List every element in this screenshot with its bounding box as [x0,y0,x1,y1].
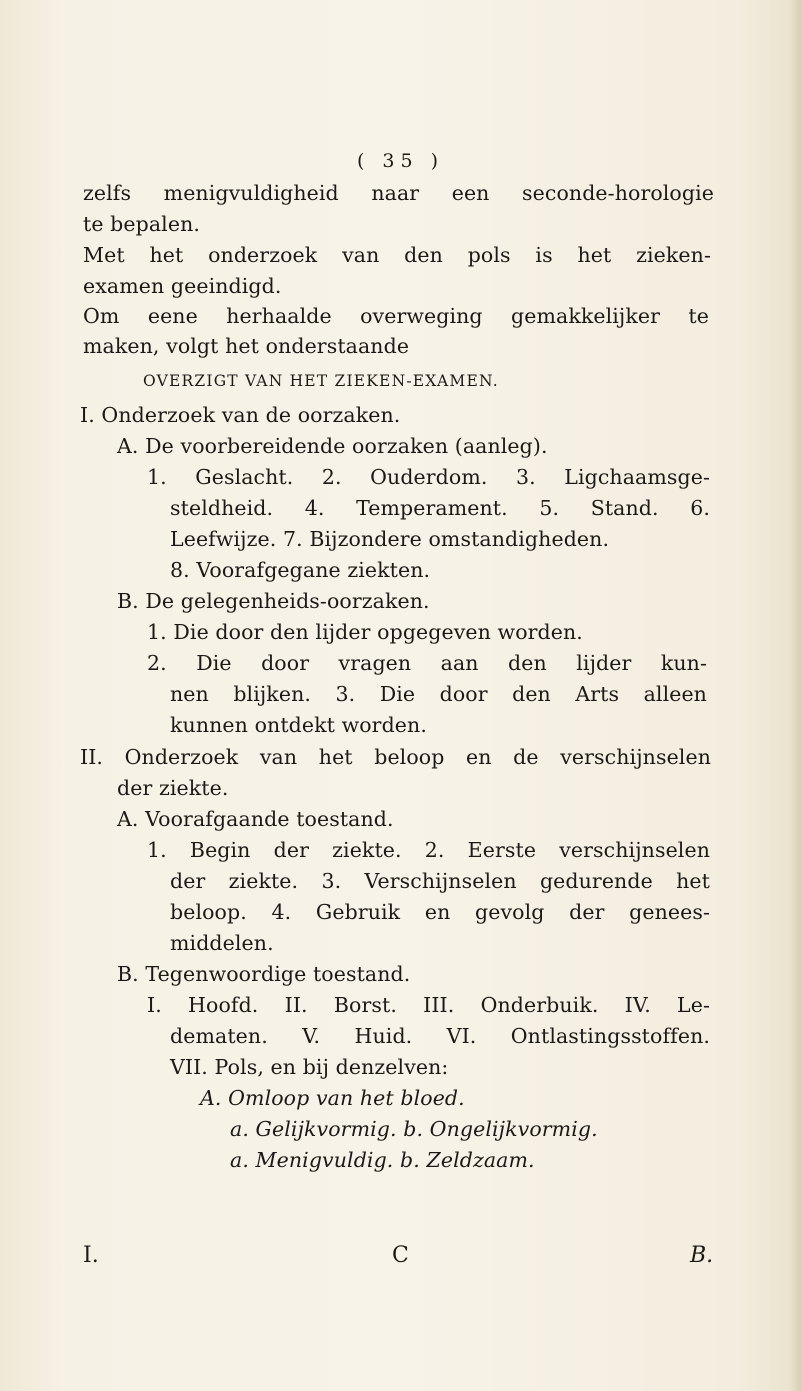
outline-II-cont: der ziekte. [117,776,229,800]
section-heading: OVERZIGT VAN HET ZIEKEN-EXAMEN. [143,372,499,390]
text-line-2: te bepalen. [83,212,200,236]
outline-I-B-line-1: 1. Die door den lijder opgegeven worden. [147,620,583,644]
page-edge-shadow [789,0,801,1391]
outline-II-B-line-3: VII. Pols, en bij denzelven: [170,1055,449,1079]
outline-I-A: A. De voorbereidende oorzaken (aanleg). [117,434,548,458]
outline-I-A-line-3: Leefwijze. 7. Bijzondere omstandigheden. [170,527,610,551]
page-number: ( 35 ) [356,150,445,172]
text-line-4: examen geeindigd. [83,274,282,298]
signature-mark-left: I. [83,1243,99,1268]
outline-I-B-line-2: 2. Die door vragen aan den lijder kun- [147,651,707,675]
outline-I-A-line-1: 1. Geslacht. 2. Ouderdom. 3. Ligchaamsge- [147,465,710,489]
signature-mark-right: B. [690,1243,714,1268]
text-line-6: maken, volgt het onderstaande [83,334,410,358]
outline-II-B: B. Tegenwoordige toestand. [117,962,411,986]
text-line-1: zelfs menigvuldigheid naar een seconde-horologie [83,181,714,205]
outline-II-B-line-1: I. Hoofd. II. Borst. III. Onderbuik. IV. Le- [147,993,710,1017]
text-line-5: Om eene herhaalde overweging gemakkelijker te [83,304,709,328]
outline-II-B-sub-A: A. Omloop van het bloed. [200,1086,465,1110]
outline-II-A: A. Voorafgaande toestand. [117,807,394,831]
outline-II-A-line-4: middelen. [170,931,274,955]
text-line-3: Met het onderzoek van den pols is het zieken- [83,243,711,267]
outline-I: I. Onderzoek van de oorzaken. [80,403,401,427]
outline-I-B-line-4: kunnen ontdekt worden. [170,713,427,737]
outline-II-B-sub-a2: a. Menigvuldig. b. Zeldzaam. [230,1148,535,1172]
outline-II-A-line-2: der ziekte. 3. Verschijnselen gedurende het [170,869,710,893]
signature-mark-center: C [392,1243,409,1268]
outline-II-A-line-3: beloop. 4. Gebruik en gevolg der genees- [170,900,710,924]
outline-I-A-line-2: steldheid. 4. Temperament. 5. Stand. 6. [170,496,710,520]
outline-II: II. Onderzoek van het beloop en de verschijnselen [80,745,711,769]
outline-I-B-line-3: nen blijken. 3. Die door den Arts alleen [170,682,707,706]
outline-I-A-line-4: 8. Voorafgegane ziekten. [170,558,431,582]
outline-II-B-line-2: dematen. V. Huid. VI. Ontlastingsstoffen. [170,1024,710,1048]
outline-II-B-sub-a: a. Gelijkvormig. b. Ongelijkvormig. [230,1117,598,1141]
outline-I-B: B. De gelegenheids-oorzaken. [117,589,430,613]
outline-II-A-line-1: 1. Begin der ziekte. 2. Eerste verschijnselen [147,838,710,862]
